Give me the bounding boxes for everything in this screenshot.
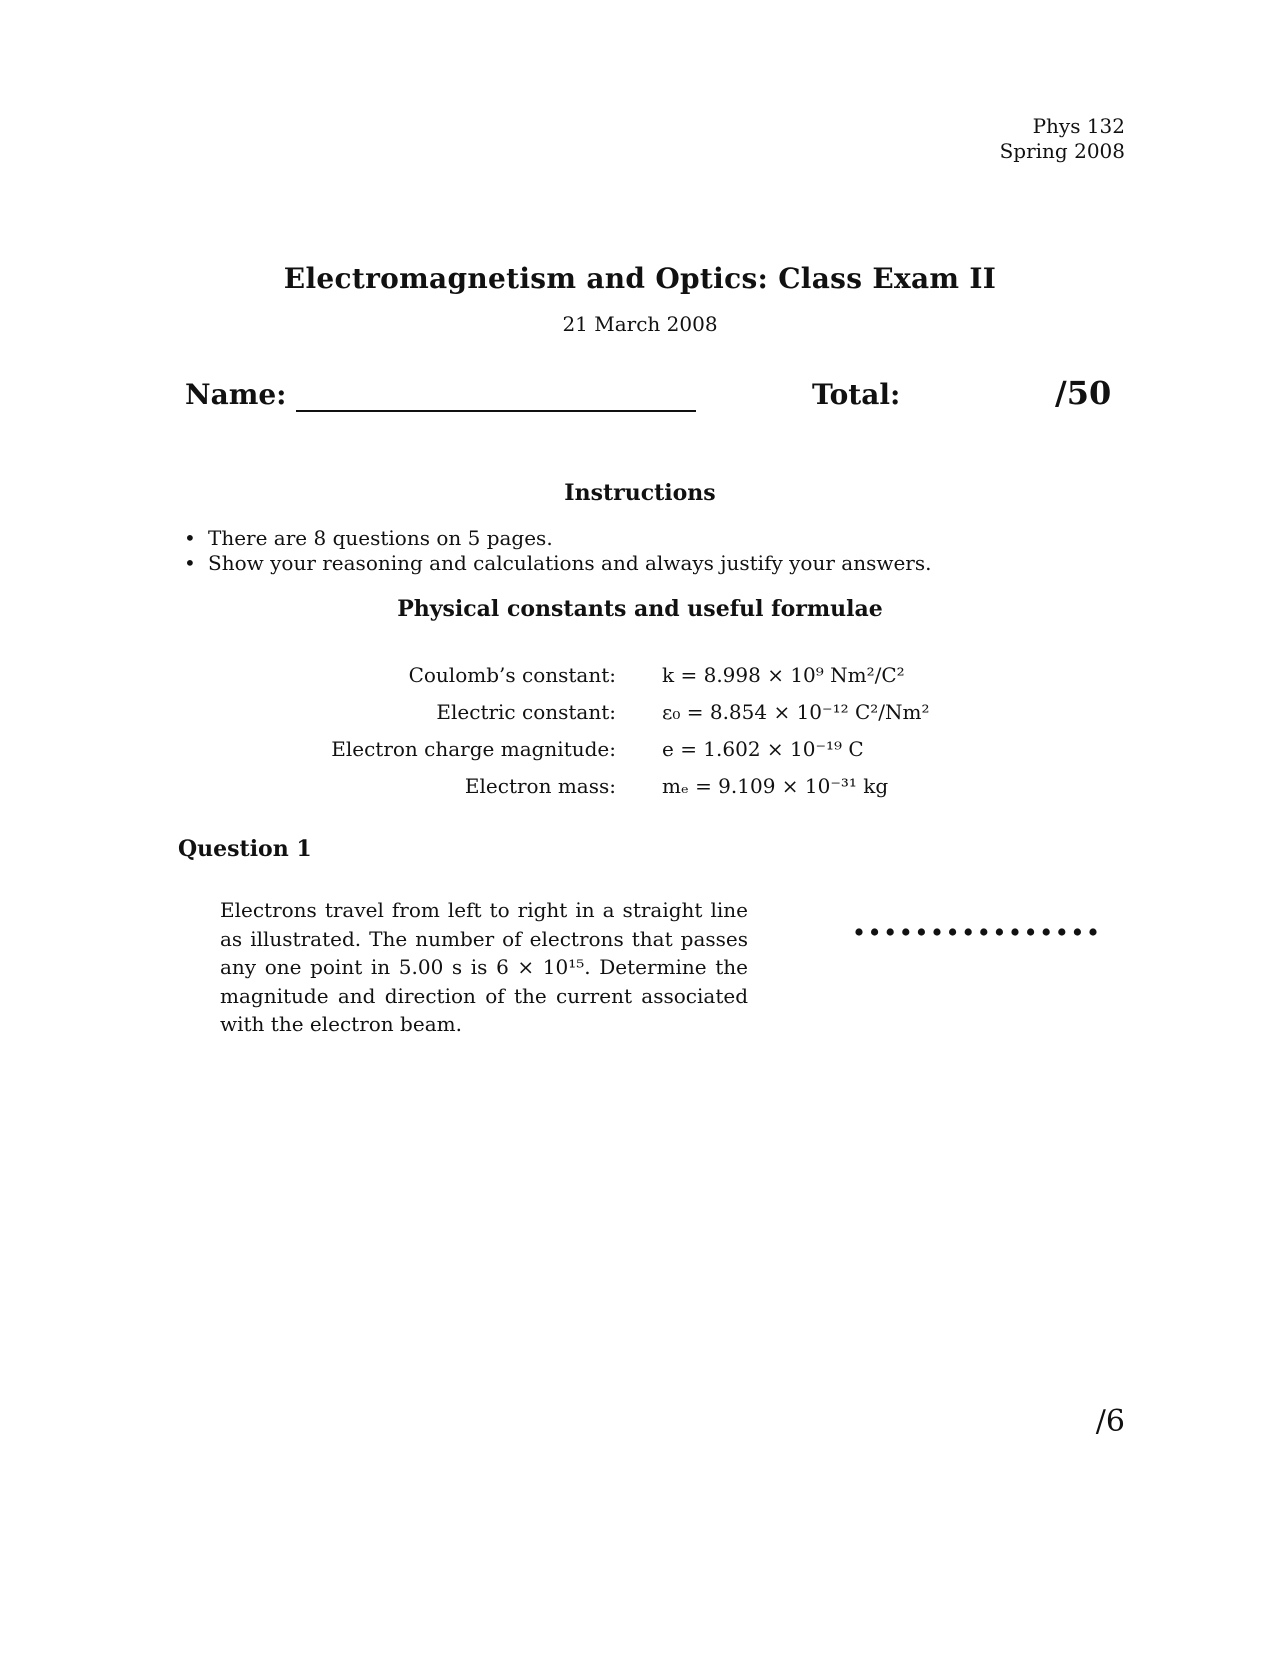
- exam-date: 21 March 2008: [562, 312, 718, 336]
- name-field-line[interactable]: [296, 410, 696, 412]
- constant-label: Electric constant:: [436, 699, 616, 724]
- electron-beam-diagram: [855, 920, 1105, 944]
- electron-dot: [949, 928, 956, 935]
- electron-dot: [871, 928, 878, 935]
- constant-label: Coulomb’s constant:: [408, 662, 616, 687]
- constant-label: Electron mass:: [464, 773, 616, 798]
- constant-formula: e = 1.602 × 10⁻¹⁹ C: [662, 736, 864, 761]
- instruction-text: Show your reasoning and calculations and always justify your answers.: [208, 551, 932, 575]
- electron-dot: [855, 928, 862, 935]
- course-code: Phys 132: [1032, 114, 1125, 138]
- question-1-heading: Question 1: [178, 836, 312, 862]
- electron-dot: [918, 928, 925, 935]
- question-1-text: Electrons travel from left to right in a straight line as illustrated. The number of electrons that passes any one point in 5.00 s is 6 × 10¹⁵. Determine the magnitude and direction of the current associated with the electron beam.: [220, 898, 748, 1036]
- electron-dot: [1058, 928, 1065, 935]
- course-term: Spring 2008: [999, 139, 1125, 163]
- bullet-icon: •: [184, 551, 196, 575]
- electron-dot: [1089, 928, 1096, 935]
- electron-dot: [1043, 928, 1050, 935]
- table-row: [300, 730, 980, 767]
- question-1-points: /6: [1095, 1404, 1125, 1439]
- electron-dot: [1027, 928, 1034, 935]
- electron-dot: [887, 928, 894, 935]
- constant-formula: k = 8.998 × 10⁹ Nm²/C²: [662, 662, 905, 687]
- instruction-text: There are 8 questions on 5 pages.: [208, 526, 553, 550]
- instructions-list: [180, 526, 931, 576]
- constant-formula: ε₀ = 8.854 × 10⁻¹² C²/Nm²: [662, 699, 930, 724]
- course-info: [1000, 114, 1125, 164]
- bullet-icon: •: [184, 526, 196, 550]
- constant-formula: mₑ = 9.109 × 10⁻³¹ kg: [662, 773, 889, 798]
- table-row: [300, 656, 980, 693]
- electron-dot: [1074, 928, 1081, 935]
- constants-heading: Physical constants and useful formulae: [397, 596, 883, 622]
- exam-title: Electromagnetism and Optics: Class Exam II: [283, 262, 997, 295]
- electron-dot: [980, 928, 987, 935]
- table-row: [300, 767, 980, 804]
- constants-table: [300, 656, 980, 804]
- electron-dot: [902, 928, 909, 935]
- electron-dot: [933, 928, 940, 935]
- list-item: [180, 526, 931, 551]
- electron-dot: [965, 928, 972, 935]
- constant-label: Electron charge magnitude:: [331, 736, 616, 761]
- electron-dot: [996, 928, 1003, 935]
- list-item: [180, 551, 931, 576]
- table-row: [300, 693, 980, 730]
- instructions-heading: Instructions: [564, 480, 716, 506]
- total-score: /50: [1055, 374, 1112, 412]
- electron-dot: [1011, 928, 1018, 935]
- name-label: Name:: [185, 378, 287, 411]
- total-label: Total:: [812, 378, 901, 411]
